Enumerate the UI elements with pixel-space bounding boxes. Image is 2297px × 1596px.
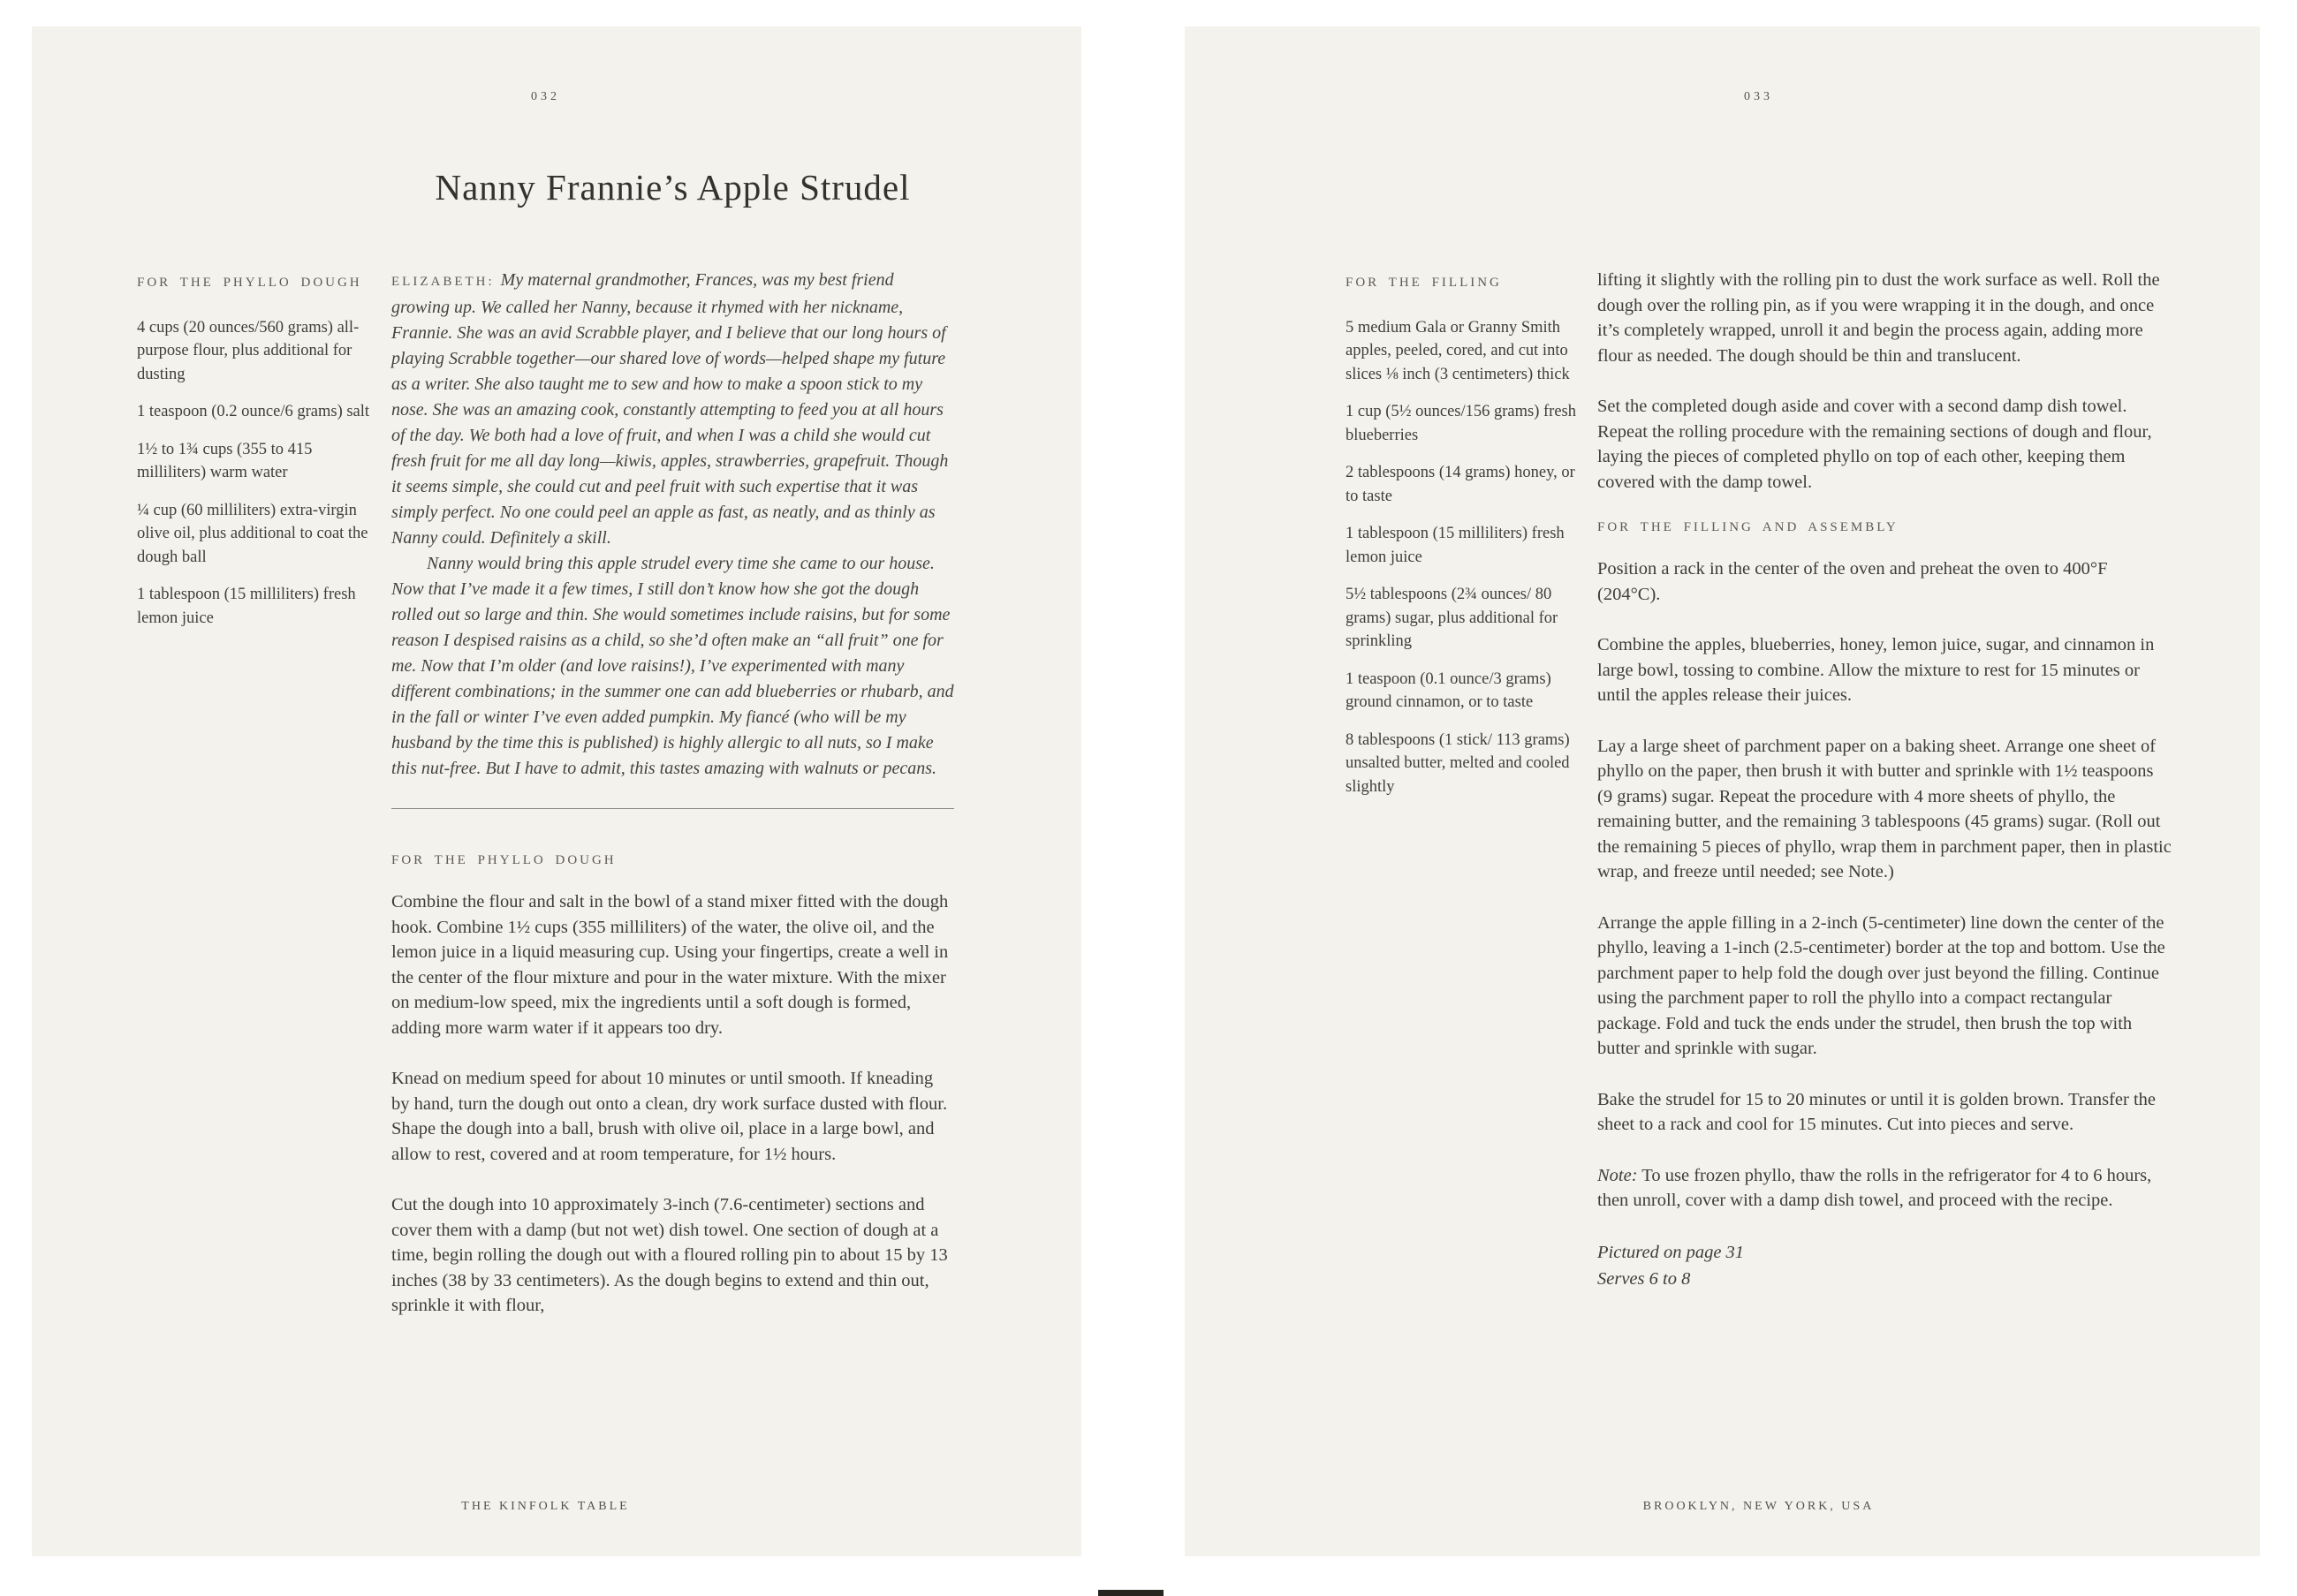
running-footer-right: BROOKLYN, NEW YORK, USA bbox=[1642, 1500, 1875, 1513]
method-continuation bbox=[1597, 268, 2172, 495]
page-number-right: 033 bbox=[1744, 90, 1773, 103]
right-main-column bbox=[1597, 268, 2172, 1292]
credit-line: Serves 6 to 8 bbox=[1597, 1268, 1691, 1289]
recipe-credits bbox=[1597, 1239, 2172, 1292]
method-paragraph: Position a rack in the center of the oven and preheat the oven to 400°F (204°C). bbox=[1597, 559, 2108, 604]
ingredient-item: 1 teaspoon (0.2 ounce/6 grams) salt bbox=[137, 403, 370, 420]
ingredients-heading-filling: FOR THE FILLING bbox=[1346, 276, 1502, 290]
ingredients-heading-phyllo: FOR THE PHYLLO DOUGH bbox=[137, 276, 362, 290]
method-paragraphs-phyllo bbox=[391, 889, 954, 1319]
ingredients-sidebar-phyllo bbox=[137, 268, 371, 1344]
page-right bbox=[1185, 26, 2260, 1556]
left-main-column bbox=[391, 268, 954, 1344]
method-heading-assembly: FOR THE FILLING AND ASSEMBLY bbox=[1597, 520, 1899, 534]
ingredients-sidebar-filling bbox=[1346, 268, 1581, 1292]
ingredient-item: 1½ to 1¾ cups (355 to 415 milliliters) warm water bbox=[137, 440, 313, 481]
ingredient-item: 1 cup (5½ ounces/156 grams) fresh blueberries bbox=[1346, 403, 1576, 444]
method-paragraph: Arrange the apple filling in a 2-inch (5-centimeter) line down the center of the phyllo, leaving a 1-inch (2.5-centimeter) border at the top and bottom. Use the parchment paper to help fold the dough over just beyond the filling. Continue using the parchment paper to roll the phyllo into a compact rectangular package. Fold and tuck the ends under the strudel, then brush the top with butter and sprinkle with sugar. bbox=[1597, 912, 2165, 1058]
ingredient-item: 5½ tablespoons (2¾ ounces/ 80 grams) sugar, plus additional for sprinkling bbox=[1346, 586, 1558, 650]
ingredient-item: 1 tablespoon (15 milliliters) fresh lemon juice bbox=[137, 586, 356, 627]
method-heading-phyllo: FOR THE PHYLLO DOUGH bbox=[391, 853, 617, 867]
page-number-left: 032 bbox=[531, 90, 560, 103]
note-text: To use frozen phyllo, thaw the rolls in the refrigerator for 4 to 6 hours, then unroll, cover with a damp dish towel, and proceed with the recipe. bbox=[1597, 1165, 2152, 1210]
note-label: Note: bbox=[1597, 1165, 1638, 1185]
intro-paragraph-2: Nanny would bring this apple strudel every time she came to our house. Now that I’ve made it a few times, I still don’t know how she got the dough rolled out so large and thin. She would sometimes include raisins, but for some reason I despised raisins as a child, so she’d often make an “all fruit” one for me. Now that I’m older (and love raisins!), I’ve experimented with many different combinations; in the summer one can add blueberries or rhubarb, and in the fall or winter I’ve even added pumpkin. My fiancé (who will be my husband by the time this is published) is highly allergic to all nuts, so I make this nut-free. But I have to admit, this tastes amazing with walnuts or pecans. bbox=[391, 554, 954, 778]
credit-line: Pictured on page 31 bbox=[1597, 1242, 1745, 1262]
ingredients-list-phyllo bbox=[137, 316, 371, 631]
section-divider bbox=[391, 808, 954, 809]
method-paragraph: Combine the apples, blueberries, honey, lemon juice, sugar, and cinnamon in large bowl, tossing to combine. Allow the mixture to rest for 15 minutes or until the apples release their juices. bbox=[1597, 635, 2155, 705]
speaker-label: ELIZABETH: bbox=[391, 275, 495, 289]
method-paragraph: Combine the flour and salt in the bowl of a stand mixer fitted with the dough hook. Combine 1½ cups (355 milliliters) of the water, the olive oil, and the lemon juice in a liquid measuring cup. Using your fingertips, create a well in the center of the flour mixture and pour in the water mixture. With the mixer on medium-low speed, mix the ingredients until a soft dough is formed, adding more warm water if it appears too dry. bbox=[391, 892, 949, 1038]
right-page-content bbox=[1346, 268, 2172, 1292]
method-paragraph: lifting it slightly with the rolling pin to dust the work surface as well. Roll the dough over the rolling pin, as if you were wrapping it in the dough, and once it’s completely wrapped, unroll it and begin the process again, adding more flour as needed. The dough should be thin and translucent. bbox=[1597, 270, 2160, 366]
ingredient-item: ¼ cup (60 milliliters) extra-virgin olive oil, plus additional to coat the dough ball bbox=[137, 501, 368, 566]
method-paragraph: Knead on medium speed for about 10 minutes or until smooth. If kneading by hand, turn the dough out onto a clean, dry work surface dusted with flour. Shape the dough into a ball, brush with olive oil, place in a large bowl, and allow to rest, covered and at room temperature, for 1½ hours. bbox=[391, 1069, 948, 1164]
method-paragraphs-assembly bbox=[1597, 556, 2172, 1138]
intro-paragraph-1 bbox=[391, 268, 954, 551]
method-paragraph: Lay a large sheet of parchment paper on a baking sheet. Arrange one sheet of phyllo on the paper, then brush it with butter and sprinkle with 1½ teaspoons (9 grams) sugar. Repeat the procedure with 4 more sheets of phyllo, the remaining butter, and the remaining 3 tablespoons (45 grams) sugar. (Roll out the remaining 5 pieces of phyllo, wrap them in parchment paper, then in plastic wrap, and freeze until needed; see Note.) bbox=[1597, 736, 2172, 881]
ingredients-list-filling bbox=[1346, 316, 1581, 799]
bottom-ui-bar bbox=[1098, 1590, 1164, 1596]
ingredient-item: 1 teaspoon (0.1 ounce/3 grams) ground cinnamon, or to taste bbox=[1346, 669, 1551, 711]
recipe-title: Nanny Frannie’s Apple Strudel bbox=[435, 167, 911, 208]
page-left bbox=[32, 26, 1081, 1556]
left-page-content bbox=[137, 268, 954, 1344]
intro-text-1: My maternal grandmother, Frances, was my best friend growing up. We called her Nanny, because it rhymed with her nickname, Frannie. She was an avid Scrabble player, and I believe that our long hours of playing Scrabble together—our shared love of words—helped shape my future as a writer. She also taught me to sew and how to make a spoon stick to my nose. She was an amazing cook, constantly attempting to feed you at all hours of the day. We both had a love of fruit, and when I was a child she would cut fresh fruit for me all day long—kiwis, apples, strawberries, grapefruit. Though it seems simple, she could cut and peel fruit with such expertise that it was simply perfect. No one could peel an apple as fast, as neatly, and as thinly as Nanny could. Definitely a skill. bbox=[391, 270, 949, 548]
method-paragraph: Set the completed dough aside and cover with a second damp dish towel. Repeat the rolling procedure with the remaining sections of dough and flour, laying the pieces of completed phyllo on top of each other, keeping them covered with the damp towel. bbox=[1597, 397, 2152, 492]
ingredient-item: 2 tablespoons (14 grams) honey, or to taste bbox=[1346, 464, 1575, 505]
running-footer-left: THE KINFOLK TABLE bbox=[461, 1500, 630, 1513]
method-paragraph: Bake the strudel for 15 to 20 minutes or until it is golden brown. Transfer the sheet to a rack and cool for 15 minutes. Cut into pieces and serve. bbox=[1597, 1089, 2157, 1134]
ingredient-item: 1 tablespoon (15 milliliters) fresh lemon juice bbox=[1346, 525, 1565, 566]
ingredient-item: 4 cups (20 ounces/560 grams) all-purpose flour, plus additional for dusting bbox=[137, 318, 360, 383]
ingredient-item: 8 tablespoons (1 stick/ 113 grams) unsalted butter, melted and cooled slightly bbox=[1346, 730, 1570, 796]
note-paragraph bbox=[1597, 1163, 2172, 1214]
method-paragraph: Cut the dough into 10 approximately 3-inch (7.6-centimeter) sections and cover them with a damp (but not wet) dish towel. One section of dough at a time, begin rolling the dough out with a floured rolling pin to about 15 by 13 inches (38 by 33 centimeters). As the dough begins to extend and thin out, sprinkle it with flour, bbox=[391, 1195, 948, 1315]
ingredient-item: 5 medium Gala or Granny Smith apples, peeled, cored, and cut into slices ⅛ inch (3 centimeters) thick bbox=[1346, 318, 1570, 383]
